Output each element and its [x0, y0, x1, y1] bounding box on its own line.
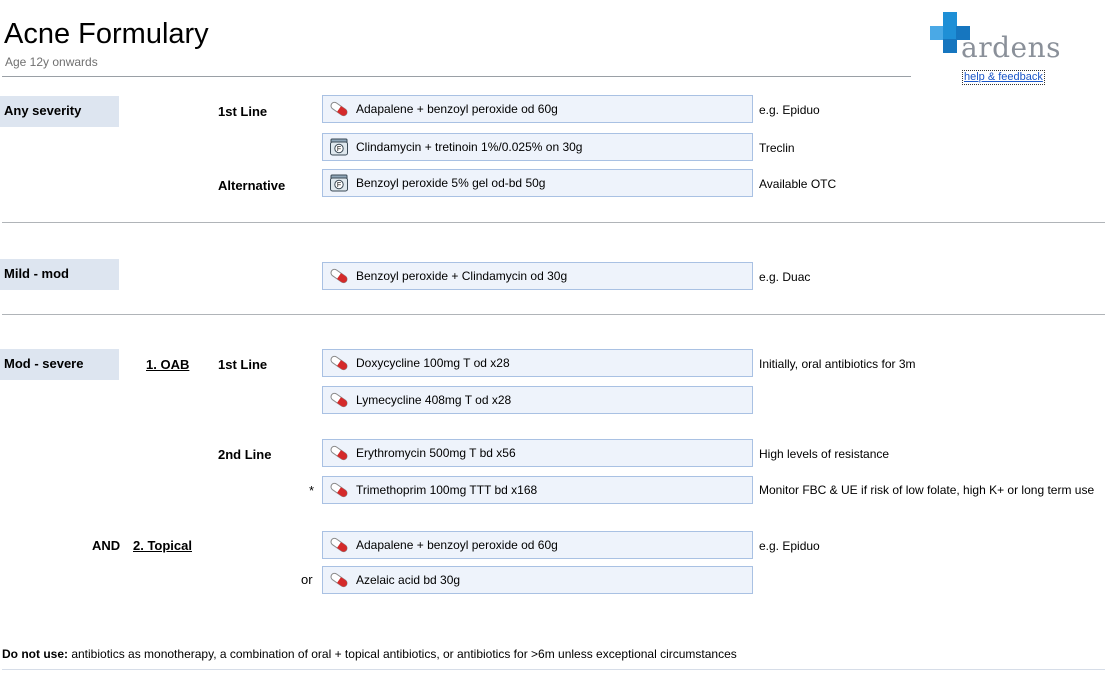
drug-note: e.g. Epiduo: [759, 539, 820, 553]
drug-name: Clindamycin + tretinoin 1%/0.025% on 30g: [356, 140, 583, 154]
drug-note: e.g. Duac: [759, 270, 811, 284]
warning-label: Do not use:: [2, 647, 68, 661]
section-divider: [2, 222, 1105, 223]
capsule-icon: [329, 571, 351, 589]
sublabel-topical[interactable]: 2. Topical: [133, 538, 192, 553]
capsule-icon: [329, 100, 351, 118]
help-feedback-link[interactable]: help & feedback: [964, 71, 1043, 83]
drug-option-adapalene-bpo[interactable]: [322, 95, 753, 123]
ardens-logo: [928, 10, 1086, 88]
drug-option-trimethoprim[interactable]: [322, 476, 753, 504]
drug-name: Erythromycin 500mg T bd x56: [356, 446, 516, 460]
capsule-icon: [329, 354, 351, 372]
drug-name: Lymecycline 408mg T od x28: [356, 393, 512, 407]
capsule-icon: [329, 481, 351, 499]
capsule-icon: [329, 444, 351, 462]
logo-wordmark: ardens: [961, 31, 1061, 64]
line-label-1st: 1st Line: [218, 357, 268, 372]
section-label-mild-mod: Mild - mod: [0, 259, 119, 290]
drug-option-azelaic-acid[interactable]: [322, 566, 753, 594]
drug-option-benzoyl-peroxide-gel[interactable]: [322, 169, 753, 197]
asterisk-marker: *: [309, 483, 315, 498]
drug-name: Benzoyl peroxide 5% gel od-bd 50g: [356, 176, 546, 190]
drug-note: Available OTC: [759, 177, 837, 191]
drug-option-lymecycline[interactable]: [322, 386, 753, 414]
section-label-mod-severe: Mod - severe: [0, 349, 119, 380]
drug-name: Azelaic acid bd 30g: [356, 573, 461, 587]
formulary-jar-icon: [329, 174, 351, 192]
warning-text: antibiotics as monotherapy, a combination of oral + topical antibiotics, or antibiotics for >6m unless exceptional circumstances: [68, 647, 737, 661]
drug-option-doxycycline[interactable]: [322, 349, 753, 377]
line-label-1st: 1st Line: [218, 104, 268, 119]
page-subtitle: Age 12y onwards: [5, 55, 98, 69]
svg-text:F: F: [336, 146, 342, 154]
drug-name: Adapalene + benzoyl peroxide od 60g: [356, 102, 558, 116]
or-connector: or: [301, 572, 313, 587]
formulary-jar-icon: [329, 138, 351, 156]
section-divider: [2, 314, 1105, 315]
capsule-icon: [329, 267, 351, 285]
capsule-icon: [329, 391, 351, 409]
svg-text:F: F: [336, 182, 342, 190]
drug-note: High levels of resistance: [759, 447, 890, 461]
drug-option-clindamycin-tretinoin[interactable]: [322, 133, 753, 161]
drug-note: Initially, oral antibiotics for 3m: [759, 357, 916, 371]
line-label-2nd: 2nd Line: [218, 447, 272, 462]
page-title: Acne Formulary: [4, 18, 209, 50]
drug-option-erythromycin[interactable]: [322, 439, 753, 467]
line-label-alternative: Alternative: [218, 178, 286, 193]
sublabel-oral-antibiotics[interactable]: 1. OAB: [146, 357, 190, 372]
header-divider: [2, 76, 911, 77]
drug-option-bpo-clindamycin[interactable]: [322, 262, 753, 290]
drug-name: Trimethoprim 100mg TTT bd x168: [356, 483, 538, 497]
drug-name: Adapalene + benzoyl peroxide od 60g: [356, 538, 558, 552]
footer-divider: [2, 669, 1105, 670]
drug-name: Doxycycline 100mg T od x28: [356, 356, 510, 370]
drug-option-adapalene-bpo-topical[interactable]: [322, 531, 753, 559]
section-label-any-severity: Any severity: [0, 96, 119, 127]
do-not-use-warning: [2, 647, 737, 661]
and-connector: AND: [92, 538, 121, 553]
drug-note: Treclin: [759, 141, 795, 155]
drug-note: e.g. Epiduo: [759, 103, 820, 117]
drug-note: Monitor FBC & UE if risk of low folate, high K+ or long term use: [759, 483, 1095, 497]
drug-name: Benzoyl peroxide + Clindamycin od 30g: [356, 269, 568, 283]
capsule-icon: [329, 536, 351, 554]
